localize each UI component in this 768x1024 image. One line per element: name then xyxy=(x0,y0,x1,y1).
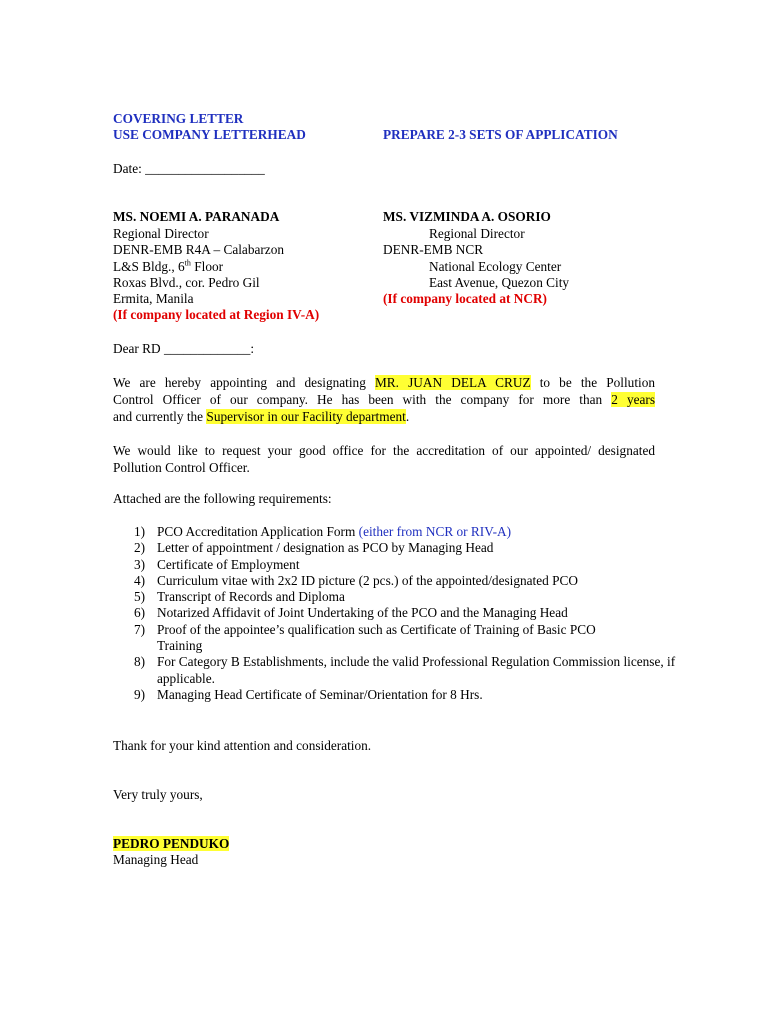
requirement-item: 7) Proof of the appointee’s qualification such as Certificate of Training of Basic PCO Training xyxy=(134,621,596,654)
date-line: Date: __________________ xyxy=(113,161,265,176)
requirement-item: 9) Managing Head Certificate of Seminar/Orientation for 8 Hrs. xyxy=(134,686,483,702)
header-prepare-sets: PREPARE 2-3 SETS OF APPLICATION xyxy=(383,127,618,142)
addressee-left-office: DENR-EMB R4A – Calabarzon xyxy=(113,242,284,257)
addressee-left-bldg: L&S Bldg., 6th Floor xyxy=(113,258,224,274)
addressee-left-street: Roxas Blvd., cor. Pedro Gil xyxy=(113,275,260,290)
paragraph-request: We would like to request your good office for the accreditation of our appointed/ designated Pollution Control Officer. xyxy=(113,443,655,475)
requirement-item: 5) Transcript of Records and Diploma xyxy=(134,589,345,605)
requirement-item: 8) For Category B Establishments, include the valid Professional Regulation Commission license, if applicable. xyxy=(134,654,676,686)
addressee-right-name: MS. VIZMINDA A. OSORIO xyxy=(383,209,551,224)
addressee-left-city: Ermita, Manila xyxy=(113,291,194,306)
addressee-left-title: Regional Director xyxy=(113,226,209,241)
paragraph-appointment: We are hereby appointing and designating MR. JUAN DELA CRUZ to be the Pollution Control Officer of our company. He has been with the company for more than 2 years and currently the Supervisor in our Facility department. xyxy=(113,375,655,424)
highlight-pco-name: MR. JUAN DELA CRUZ xyxy=(374,375,531,390)
attached-intro: Attached are the following requirements: xyxy=(113,491,332,506)
salutation: Dear RD _____________: xyxy=(113,341,255,356)
signatory-title: Managing Head xyxy=(113,852,199,867)
requirement-item: 6) Notarized Affidavit of Joint Undertaking of the PCO and the Managing Head xyxy=(134,605,568,621)
addressee-right-office: DENR-EMB NCR xyxy=(383,242,484,257)
highlight-position: Supervisor in our Facility department xyxy=(206,409,406,424)
requirement-item: 4) Curriculum vitae with 2x2 ID picture (2 pcs.) of the appointed/designated PCO xyxy=(134,572,578,588)
requirement-item: 2) Letter of appointment / designation as PCO by Managing Head xyxy=(134,540,494,556)
header-covering-letter: COVERING LETTER xyxy=(113,111,244,126)
highlight-years: 2 years xyxy=(611,392,655,407)
addressee-right-bldg: National Ecology Center xyxy=(429,259,562,274)
addressee-right-note: (If company located at NCR) xyxy=(383,291,547,306)
closing-phrase: Very truly yours, xyxy=(113,787,203,802)
closing-thanks: Thank for your kind attention and consideration. xyxy=(113,738,372,753)
signatory-name: PEDRO PENDUKO xyxy=(113,836,230,851)
addressee-right-title: Regional Director xyxy=(429,226,525,241)
requirement-item: 1) PCO Accreditation Application Form (either from NCR or RIV-A) xyxy=(134,524,512,539)
addressee-left-note: (If company located at Region IV-A) xyxy=(113,307,320,322)
addressee-left-name: MS. NOEMI A. PARANADA xyxy=(113,209,280,224)
addressee-right-street: East Avenue, Quezon City xyxy=(429,275,570,290)
requirements-list xyxy=(113,524,676,703)
header-use-letterhead: USE COMPANY LETTERHEAD xyxy=(113,127,306,142)
requirement-item: 3) Certificate of Employment xyxy=(134,556,300,572)
